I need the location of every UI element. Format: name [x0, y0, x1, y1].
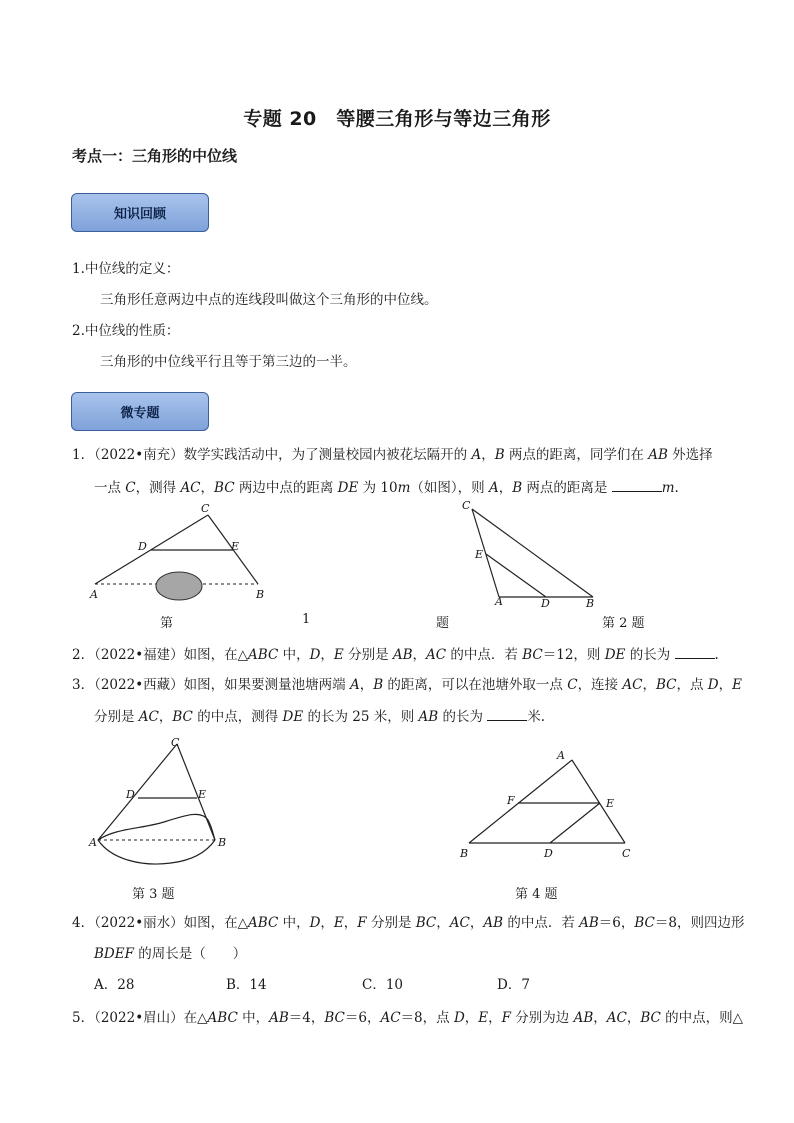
option-a[interactable]: A．28 [94, 977, 135, 993]
figure-1-caption-a: 第 [160, 616, 174, 631]
fig3-label-e: E [198, 788, 207, 801]
section-heading: 考点一：三角形的中位线 [72, 147, 238, 165]
fig2-label-e: E [475, 548, 484, 561]
fig2-label-a: A [495, 595, 503, 608]
micro-topic-banner: 微专题 [71, 392, 209, 431]
fig4-label-a: A [557, 749, 565, 762]
question-1-line-1: 1．（2022•南充）数学实践活动中，为了测量校园内被花坛隔开的 A，B 两点的距离，同学们在 AB 外选择 [72, 447, 713, 463]
fig1-label-a: A [90, 588, 98, 601]
question-3-line-2: 分别是 AC，BC 的中点，测得 DE 的长为 25 米，则 AB 的长为 米. [94, 706, 545, 727]
fig1-label-b: B [256, 588, 265, 601]
fig2-label-c: C [462, 499, 471, 512]
knowledge-review-banner: 知识回顾 [71, 193, 209, 232]
figure-1-caption-b: 1 [302, 612, 311, 627]
question-2: 2．（2022•福建）如图，在△ABC 中，D，E 分别是 AB，AC 的中点．若 BC＝12，则 DE 的长为 . [72, 644, 719, 665]
figure-3 [86, 734, 236, 874]
fig4-label-c: C [622, 847, 631, 860]
answer-blank-3[interactable] [487, 706, 527, 721]
fig4-label-b: B [460, 847, 469, 860]
property-heading: 2.中位线的性质： [72, 323, 180, 339]
option-b[interactable]: B．14 [226, 977, 267, 993]
fig4-label-d: D [544, 847, 553, 860]
definition-heading: 1.中位线的定义： [72, 261, 180, 277]
fig3-label-b: B [218, 836, 227, 849]
question-1-line-2: 一点 C，测得 AC，BC 两边中点的距离 DE 为 10m（如图），则 A，B 两点的距离是 m. [94, 477, 679, 498]
fig2-label-b: B [586, 597, 595, 610]
question-4-line-2: BDEF 的周长是（ ） [94, 946, 247, 962]
figure-4 [455, 744, 645, 866]
figure-1-caption-c: 题 [436, 616, 450, 631]
answer-blank-1[interactable] [612, 477, 662, 492]
fig1-label-c: C [201, 502, 210, 515]
property-body: 三角形的中位线平行且等于第三边的一半。 [100, 354, 357, 370]
fig1-label-d: D [138, 540, 147, 553]
fig4-label-f: F [507, 794, 515, 807]
figure-2-caption: 第 2 题 [602, 616, 645, 631]
figure-3-caption: 第 3 题 [132, 887, 175, 902]
fig3-label-d: D [126, 788, 135, 801]
fig2-label-d: D [541, 597, 550, 610]
question-5: 5．（2022•眉山）在△ABC 中，AB＝4，BC＝6，AC＝8，点 D，E，F 分别为边 AB，AC，BC 的中点，则△ [72, 1010, 744, 1026]
fig3-label-c: C [171, 736, 180, 749]
figure-2 [455, 497, 605, 612]
option-d[interactable]: D．7 [497, 977, 530, 993]
option-c[interactable]: C．10 [362, 977, 404, 993]
fig3-label-a: A [89, 836, 97, 849]
page-title: 专题 20 等腰三角形与等边三角形 [243, 108, 551, 130]
figure-1 [86, 500, 276, 604]
fig1-label-e: E [231, 540, 240, 553]
question-3-line-1: 3．（2022•西藏）如图，如果要测量池塘两端 A，B 的距离，可以在池塘外取一点 C，连接 AC，BC，点 D，E [72, 677, 742, 693]
question-4-line-1: 4．（2022•丽水）如图，在△ABC 中，D，E，F 分别是 BC，AC，AB 的中点．若 AB＝6，BC＝8，则四边形 [72, 915, 745, 931]
fig4-label-e: E [606, 797, 615, 810]
definition-body: 三角形任意两边中点的连线段叫做这个三角形的中位线。 [100, 292, 438, 308]
figure-4-caption: 第 4 题 [515, 887, 558, 902]
answer-blank-2[interactable] [675, 644, 715, 659]
